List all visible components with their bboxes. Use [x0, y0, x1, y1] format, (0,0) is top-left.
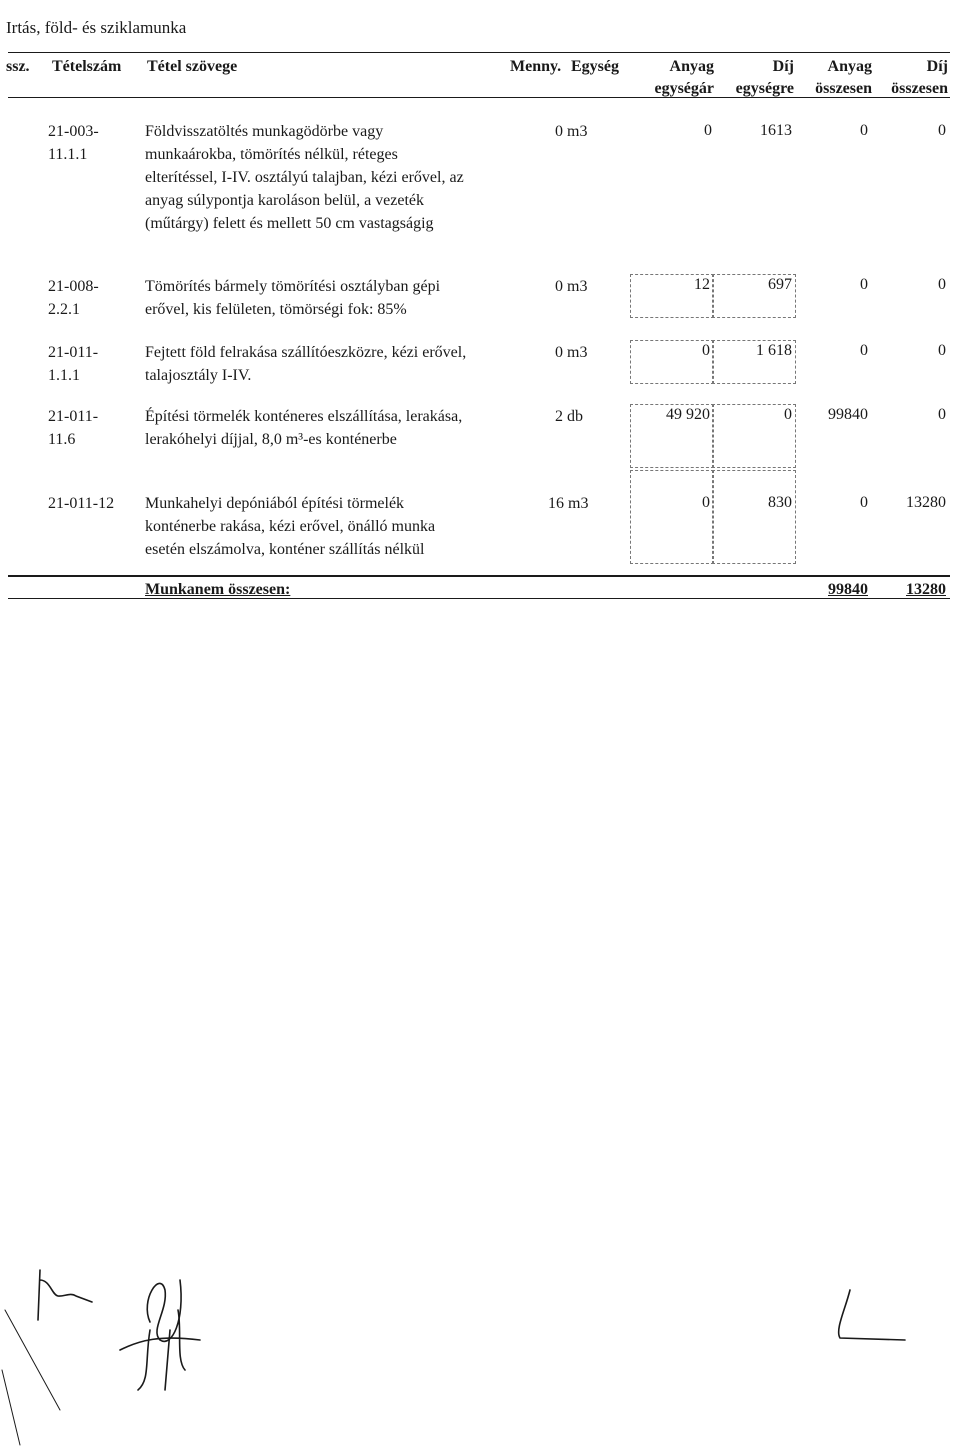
row1-dij-egysegre: 1613 [760, 122, 792, 139]
row1-desc-line: (műtárgy) felett és mellett 50 cm vastagságig [145, 215, 434, 232]
row4-code-line2: 11.6 [48, 431, 76, 448]
row1-desc-line: elterítéssel, I-IV. osztályú talajban, kézi erővel, az [145, 169, 464, 186]
row3-desc-line: Fejtett föld felrakása szállítóeszközre, kézi erővel, [145, 344, 467, 361]
row5-dij-box [712, 470, 796, 564]
signature-mark-2 [147, 1280, 181, 1341]
col-header-menny: Menny. [510, 58, 562, 75]
row5-qty: 16 m3 [548, 495, 589, 512]
col-header-tetelszam: Tételszám [52, 58, 122, 75]
row4-anyag-egysegar: 49 920 [666, 406, 710, 423]
row2-desc-line: erővel, kis felületen, tömörségi fok: 85% [145, 301, 407, 318]
row1-desc-line: Földvisszatöltés munkagödörbe vagy [145, 123, 384, 140]
row2-code-line1: 21-008- [48, 278, 99, 295]
row3-dij-osszesen: 0 [938, 342, 946, 359]
signature-mark-5 [2, 1310, 60, 1445]
col-header-anyag-egysegar-2: egységár [654, 80, 714, 97]
section-title: Irtás, föld- és sziklamunka [6, 18, 187, 37]
row1-code [48, 120, 128, 166]
row5-desc-line: konténerbe rakása, kézi erővel, önálló munka [145, 518, 436, 535]
row5-dij-osszesen: 13280 [906, 494, 946, 511]
row4-desc-line: Építési törmelék konténeres elszállítása, lerakása, [145, 408, 463, 425]
row3-dij-egysegre: 1 618 [756, 342, 792, 359]
row4-anyag-osszesen: 99840 [828, 406, 868, 423]
row5-code: 21-011-12 [48, 495, 115, 512]
row1-dij-osszesen: 0 [938, 122, 946, 139]
row5-description [145, 492, 510, 561]
row1-anyag-egysegar: 0 [704, 122, 712, 139]
col-header-dij-egysegre-2: egységre [735, 80, 794, 97]
total-dij-osszesen: 13280 [906, 581, 946, 598]
col-header-anyag-egysegar-1: Anyag [669, 58, 714, 75]
header-divider [8, 97, 950, 98]
row4-desc-line: lerakóhelyi díjjal, 8,0 m³-es konténerbe [145, 431, 397, 448]
total-divider [8, 575, 950, 577]
signature-mark-3 [120, 1310, 200, 1390]
row1-code-line1: 21-003- [48, 123, 99, 140]
bottom-divider [8, 598, 950, 599]
row4-description [145, 405, 510, 451]
col-header-dij-osszesen-2: összesen [891, 80, 948, 97]
col-header-egyseg: Egység [571, 58, 619, 75]
signature-mark-1 [38, 1270, 92, 1320]
row5-anyag-egysegar: 0 [702, 494, 710, 511]
row1-description [145, 120, 510, 235]
row4-code-line1: 21-011- [48, 408, 99, 425]
row4-dij-osszesen: 0 [938, 406, 946, 423]
total-anyag-osszesen: 99840 [828, 581, 868, 598]
row4-dij-egysegre: 0 [784, 406, 792, 423]
row5-dij-egysegre: 830 [768, 494, 792, 511]
row3-anyag-egysegar: 0 [702, 342, 710, 359]
row2-code [48, 275, 128, 321]
row1-code-line2: 11.1.1 [48, 146, 88, 163]
row2-anyag-egysegar: 12 [694, 276, 710, 293]
row1-desc-line: anyag súlypontja karoláson belül, a vezeték [145, 192, 425, 209]
col-header-anyag-osszesen-2: összesen [815, 80, 872, 97]
row2-description [145, 275, 510, 321]
row1-desc-line: munkaárokba, tömörítés nélkül, réteges [145, 146, 398, 163]
row5-anyag-box [630, 470, 714, 564]
row3-qty: 0 m3 [555, 344, 588, 361]
row3-desc-line: talajosztály I-IV. [145, 367, 252, 384]
row3-anyag-osszesen: 0 [860, 342, 868, 359]
col-header-dij-egysegre-1: Díj [772, 58, 794, 75]
row2-dij-osszesen: 0 [938, 276, 946, 293]
total-label: Munkanem összesen: [145, 581, 291, 598]
row2-qty: 0 m3 [555, 278, 588, 295]
row3-code-line2: 1.1.1 [48, 367, 80, 384]
row3-code [48, 341, 128, 387]
col-header-ssz: ssz. [6, 58, 30, 75]
col-header-dij-osszesen-1: Díj [926, 58, 948, 75]
row3-description [145, 341, 510, 387]
col-header-anyag-osszesen-1: Anyag [827, 58, 872, 75]
row5-anyag-osszesen: 0 [860, 494, 868, 511]
row2-dij-egysegre: 697 [768, 276, 792, 293]
row4-code [48, 405, 128, 451]
row5-desc-line: Munkahelyi depóniából építési törmelék [145, 495, 405, 512]
row1-qty: 0 m3 [555, 123, 588, 140]
row5-desc-line: esetén elszámolva, konténer szállítás nélkül [145, 541, 425, 558]
row2-anyag-osszesen: 0 [860, 276, 868, 293]
row3-code-line1: 21-011- [48, 344, 99, 361]
row2-desc-line: Tömörítés bármely tömörítési osztályban gépi [145, 278, 441, 295]
row2-code-line2: 2.2.1 [48, 301, 80, 318]
row1-anyag-osszesen: 0 [860, 122, 868, 139]
row4-qty: 2 db [555, 408, 583, 425]
signature-mark-4 [839, 1290, 905, 1340]
title-divider [8, 52, 950, 53]
col-header-tetel-szovege: Tétel szövege [147, 58, 238, 75]
handwritten-signatures [0, 1250, 960, 1450]
